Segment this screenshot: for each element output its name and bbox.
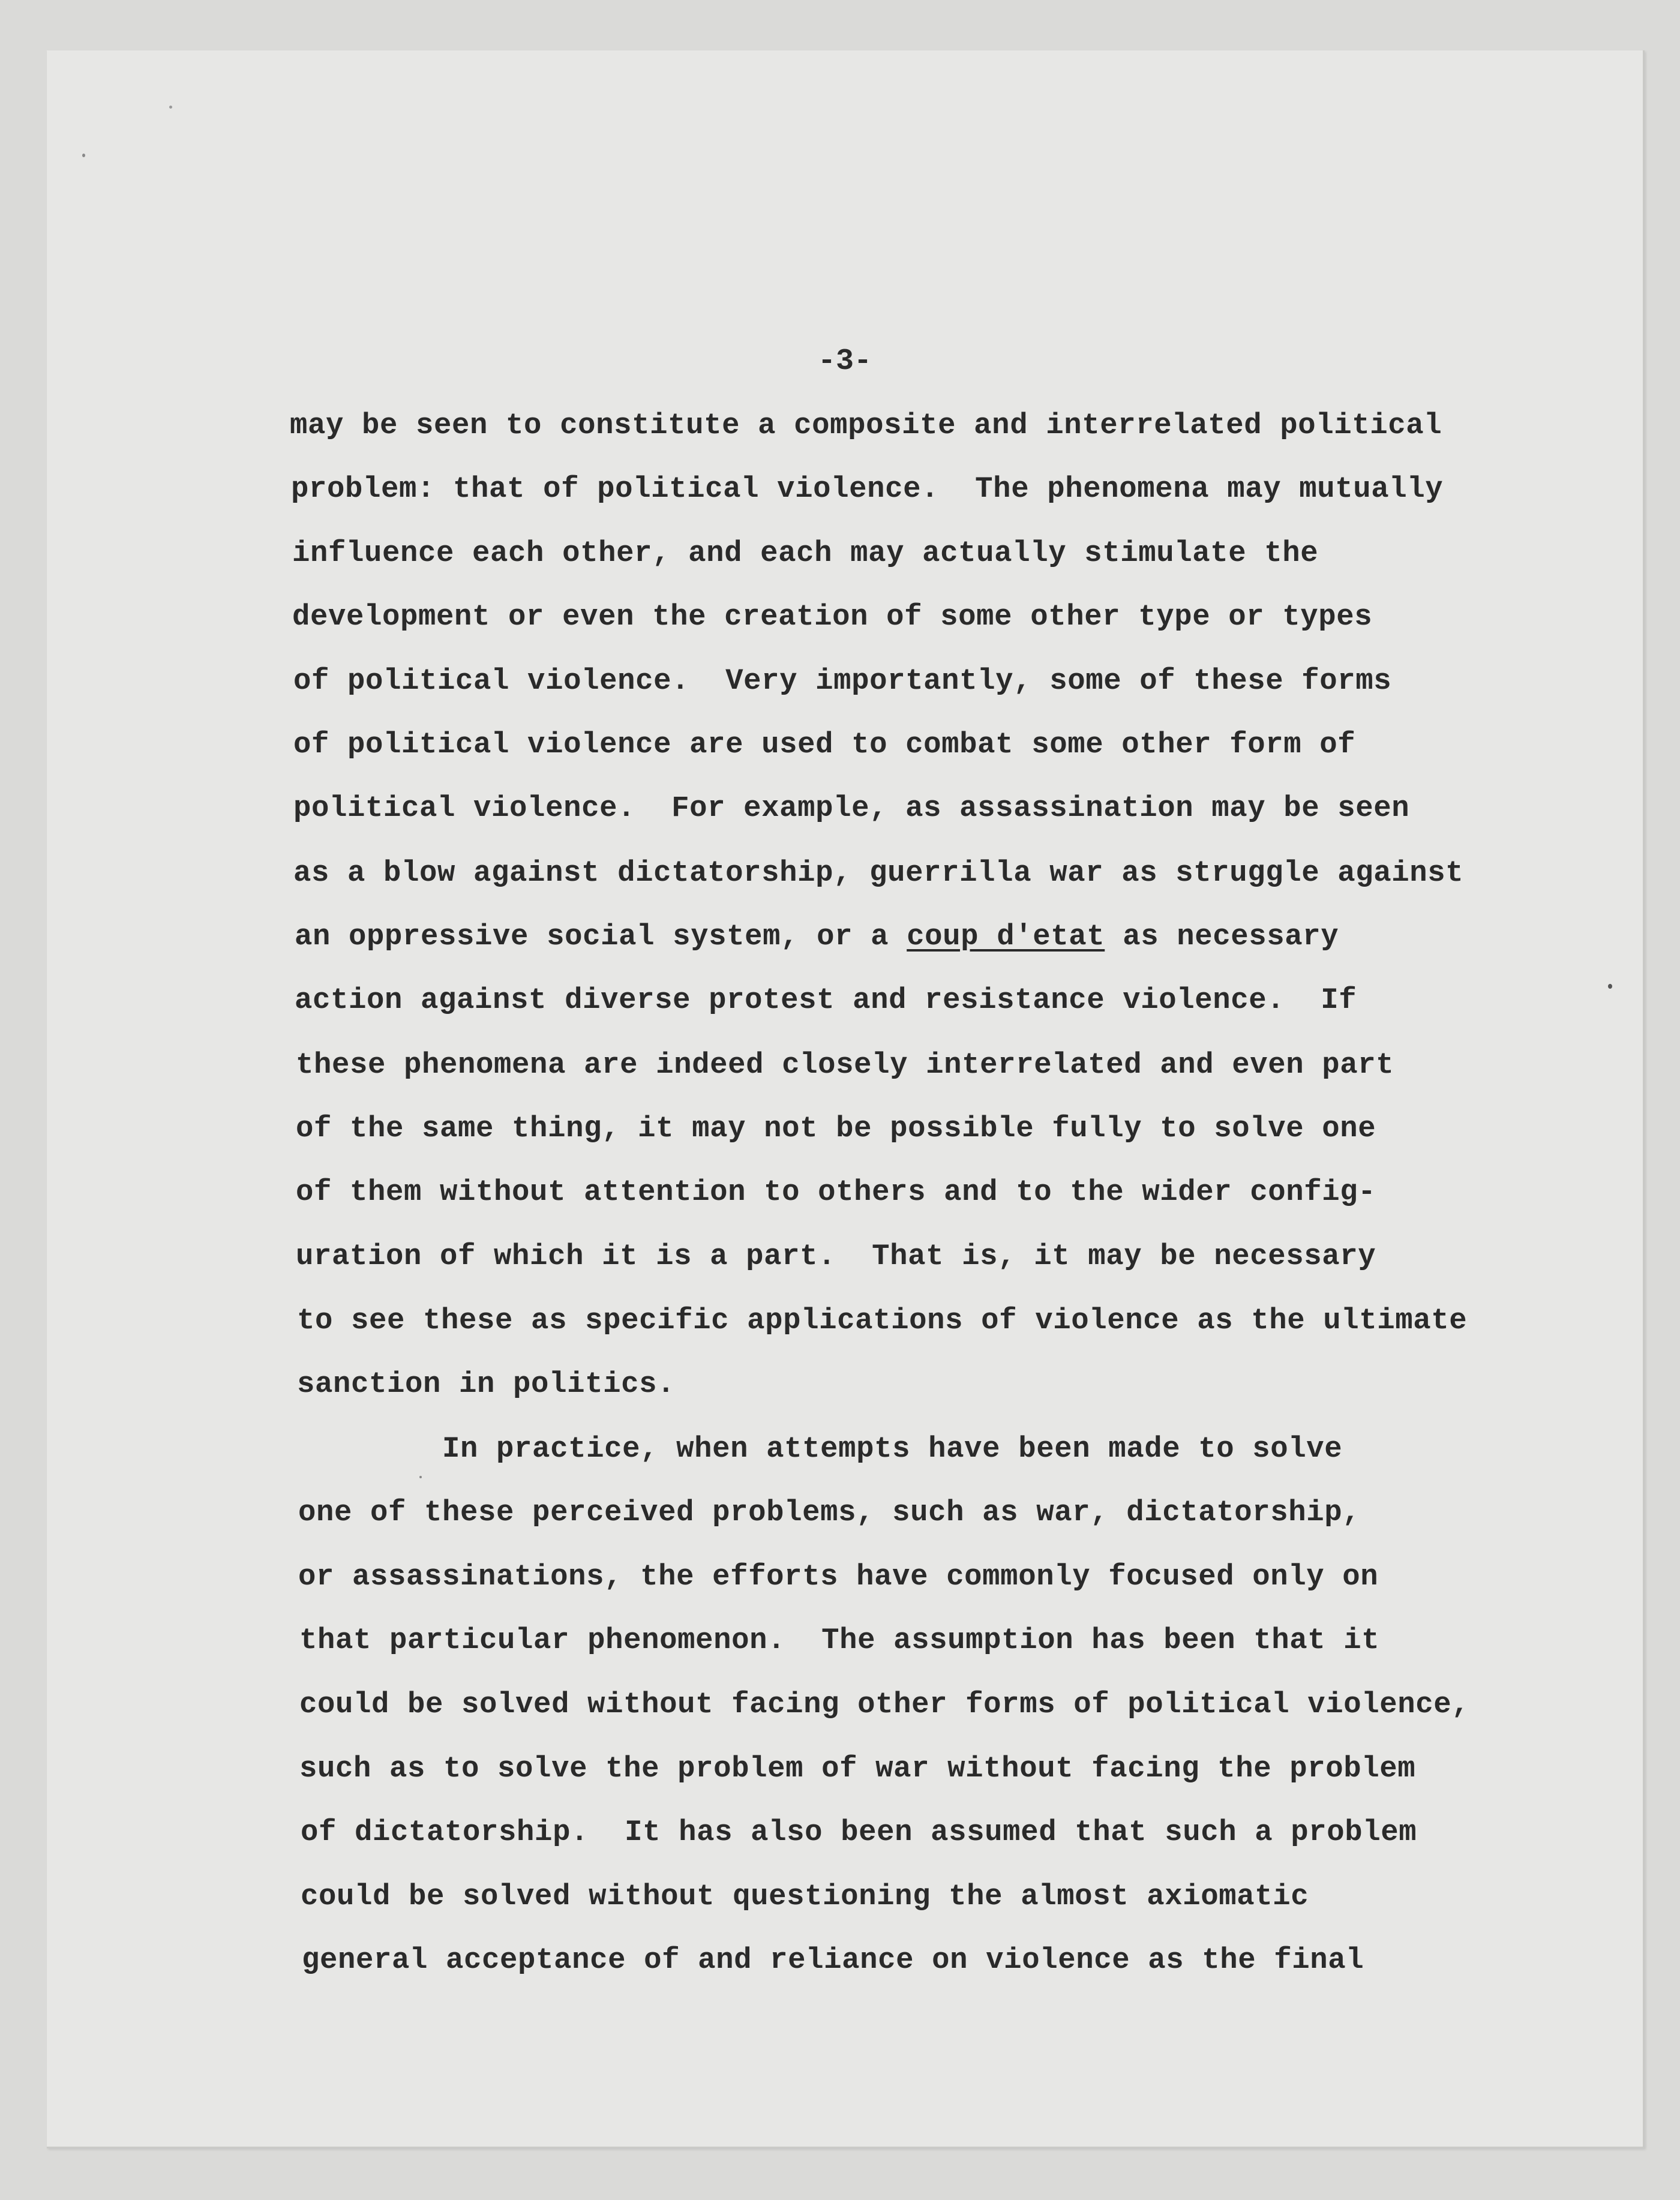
paragraph-1-line-4: development or even the creation of some other type or types: [292, 600, 1373, 634]
paragraph-1-line-9: [295, 919, 1339, 955]
paragraph-1-line-10: action against diverse protest and resistance violence. If: [295, 983, 1357, 1017]
scan-speck: [82, 154, 85, 157]
paragraph-1-line-14: uration of which it is a part. That is, it may be necessary: [296, 1239, 1376, 1273]
paragraph-2-line-7: of dictatorship. It has also been assumed that such a problem: [301, 1815, 1417, 1849]
line-9-text-before: an oppressive social system, or a: [295, 920, 907, 953]
paragraph-1-line-1: may be seen to constitute a composite and interrelated political: [290, 409, 1442, 442]
paragraph-2-line-8: could be solved without questioning the almost axiomatic: [301, 1880, 1309, 1913]
paragraph-2-line-6: such as to solve the problem of war without facing the problem: [299, 1752, 1416, 1785]
paragraph-2-line-3: or assassinations, the efforts have commonly focused only on: [298, 1560, 1379, 1593]
paper-speck: [1608, 984, 1612, 989]
paragraph-1-line-16: sanction in politics.: [297, 1367, 676, 1401]
coup-detat-underlined: coup d'etat: [907, 920, 1105, 953]
paragraph-1-line-7: political violence. For example, as assassination may be seen: [293, 791, 1410, 825]
typewritten-page: [47, 50, 1645, 2148]
paragraph-1-line-8: as a blow against dictatorship, guerrilla war as struggle against: [293, 856, 1464, 890]
paragraph-1-line-12: of the same thing, it may not be possible fully to solve one: [296, 1112, 1376, 1145]
paragraph-1-line-13: of them without attention to others and to the wider config-: [296, 1175, 1376, 1209]
paragraph-1-line-2: problem: that of political violence. The phenomena may mutually: [291, 472, 1444, 506]
scan-speck: [169, 106, 172, 109]
paragraph-1-line-11: these phenomena are indeed closely interrelated and even part: [296, 1048, 1394, 1082]
paragraph-1-line-15: to see these as specific applications of violence as the ultimate: [297, 1304, 1468, 1337]
paragraph-2-line-2: one of these perceived problems, such as war, dictatorship,: [298, 1496, 1361, 1529]
paragraph-1-line-6: of political violence are used to combat some other form of: [293, 728, 1356, 761]
paragraph-1-line-3: influence each other, and each may actually stimulate the: [292, 536, 1319, 570]
paragraph-2-line-1: In practice, when attempts have been made to solve: [298, 1432, 1343, 1466]
paragraph-2-line-5: could be solved without facing other forms of political violence,: [299, 1688, 1470, 1721]
paragraph-1-line-5: of political violence. Very importantly, some of these forms: [293, 664, 1392, 698]
page-number: -3-: [817, 344, 872, 379]
line-9-text-after: as necessary: [1105, 920, 1339, 953]
paper-speck: [419, 1476, 422, 1478]
paragraph-2-line-4: that particular phenomenon. The assumption has been that it: [299, 1623, 1380, 1657]
paragraph-2-line-9: general acceptance of and reliance on violence as the final: [302, 1943, 1364, 1977]
